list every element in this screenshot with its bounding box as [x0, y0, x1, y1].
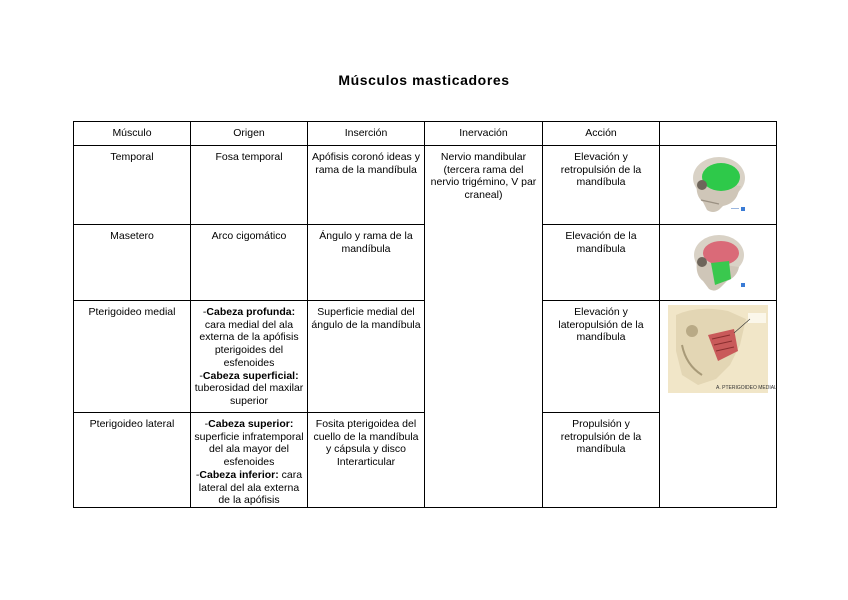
header-innervation: Inervación [425, 122, 543, 146]
muscle-origin: Arco cigomático [191, 225, 308, 301]
origin-head-label: Cabeza superior: [208, 418, 294, 430]
muscle-insertion: Fosita pterigoidea del cuello de la mandíbula y cápsula y disco Interarticular [308, 413, 425, 508]
image-cell [660, 301, 777, 508]
muscle-origin: -Cabeza superior: superficie infratemporal del ala mayor del esfenoides -Cabeza inferior: cara lateral del ala externa de la apófisis [191, 413, 308, 508]
origin-head-text: superficie infratemporal del ala mayor del esfenoides [194, 430, 304, 469]
page-title: Músculos masticadores [338, 72, 510, 88]
muscle-insertion: Superficie medial del ángulo de la mandíbula [308, 301, 425, 413]
skull-pterygoid-muscles-illustration [668, 305, 777, 393]
origin-head-text: cara lateral del ala externa de la apófisis [198, 468, 303, 507]
origin-head-text: cara medial del ala externa de la apófisis pterigoides del esfenoides [199, 318, 299, 369]
muscle-name: Pterigoideo medial [74, 301, 191, 413]
table-header-row [74, 122, 777, 146]
muscle-insertion: Ángulo y rama de la mandíbula [308, 225, 425, 301]
skull-masseter-muscle-illustration [683, 231, 753, 295]
header-image [660, 122, 777, 146]
innervation-cell: Nervio mandibular (tercera rama del nervio trigémino, V par craneal) [425, 146, 543, 508]
muscles-table [73, 121, 777, 508]
muscle-origin: Fosa temporal [191, 146, 308, 225]
image-cell [660, 225, 777, 301]
muscle-name: Temporal [74, 146, 191, 225]
origin-head-label: Cabeza inferior: [199, 468, 279, 481]
header-origin: Origen [191, 122, 308, 146]
skull-temporal-muscle-illustration [683, 152, 753, 218]
muscle-name: Masetero [74, 225, 191, 301]
muscle-action: Elevación de la mandíbula [543, 225, 660, 301]
muscle-action: Propulsión y retropulsión de la mandíbula [543, 413, 660, 508]
origin-head-label: Cabeza superficial: [202, 369, 299, 382]
muscle-name: Pterigoideo lateral [74, 413, 191, 508]
image-cell [660, 146, 777, 225]
header-insertion: Inserción [308, 122, 425, 146]
origin-head-label: Cabeza profunda: [206, 306, 296, 318]
header-action: Acción [543, 122, 660, 146]
muscle-origin: -Cabeza profunda: cara medial del ala externa de la apófisis pterigoides del esfenoides -Cabeza superficial: tuberosidad del maxilar superior [191, 301, 308, 413]
table-row [74, 146, 777, 225]
image-caption: A. PTERIGOIDEO MEDIAL [716, 385, 777, 391]
muscle-insertion: Apófisis coronó ideas y rama de la mandíbula [308, 146, 425, 225]
muscle-action: Elevación y retropulsión de la mandíbula [543, 146, 660, 225]
muscle-action: Elevación y lateropulsión de la mandíbula [543, 301, 660, 413]
origin-head-text: tuberosidad del maxilar superior [194, 382, 304, 407]
header-muscle: Músculo [74, 122, 191, 146]
